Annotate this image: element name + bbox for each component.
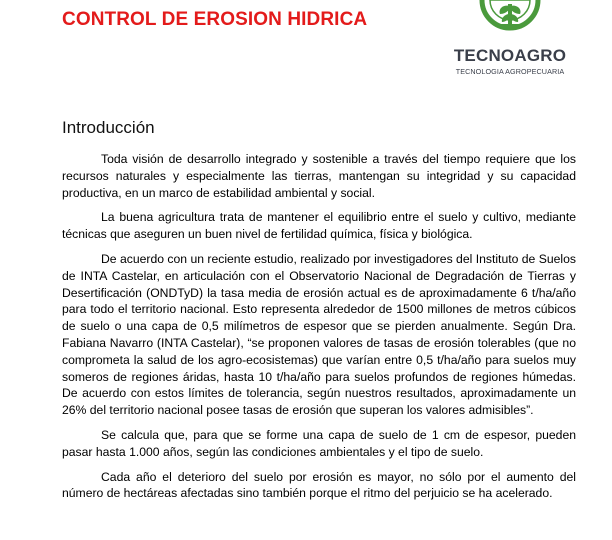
paragraph: Toda visión de desarrollo integrado y sostenible a través del tiempo requiere que los recursos naturales y especialmente las tierras, mantengan su integridad y su capacidad productiva, en un marco de estabilidad ambiental y social. — [62, 152, 576, 200]
paragraph: Se calcula que, para que se forme una capa de suelo de 1 cm de espesor, pueden pasar hasta 1.000 años, según las condiciones ambientales y el tipo de suelo. — [62, 427, 576, 459]
paragraph: Cada año el deterioro del suelo por erosión es mayor, no sólo por el aumento del número de hectáreas afectadas sino también porque el ritmo del perjuicio se ha acelerado. — [62, 469, 576, 501]
tree-emblem-icon — [478, 0, 542, 48]
logo-tagline: TECNOLOGIA AGROPECUARIA — [455, 67, 565, 76]
paragraph: De acuerdo con un reciente estudio, realizado por investigadores del Instituto de Suelos de INTA Castelar, en articulación con el Observatorio Nacional de Degradación de Tierras y Desertificación (ONDTyD) la tasa media de erosión actual es de aproximadamente 6 t/ha/año para todo el territorio nacional. Esto representa alrededor de 1500 millones de metros cúbicos de suelo o una capa de 0,5 milímetros de espesor que se pierden anualmente. Según Dra. Fabiana Navarro (INTA Castelar), “se proponen valores de tasas de erosión tolerables (que no comprometa la salud de los agro-ecosistemas) que varían entre 0,5 t/ha/año para suelos muy someros de regiones áridas, hasta 10 t/ha/año para suelos profundos de regiones húmedas. De acuerdo con estos límites de tolerancia, según nuestros resultados, aproximadamente un 26% del territorio nacional posee tasas de erosión que superan los valores admisibles”. — [62, 251, 576, 418]
paragraph: La buena agricultura trata de mantener el equilibrio entre el suelo y cultivo, mediante técnicas que aseguren un buen nivel de fertilidad química, física y biológica. — [62, 210, 576, 242]
document-title: CONTROL DE EROSION HIDRICA — [62, 9, 368, 30]
document-body — [62, 151, 576, 510]
tecnoagro-logo — [440, 0, 580, 80]
section-heading: Introducción — [62, 118, 155, 137]
logo-brand-name: TECNOAGRO — [453, 46, 567, 65]
